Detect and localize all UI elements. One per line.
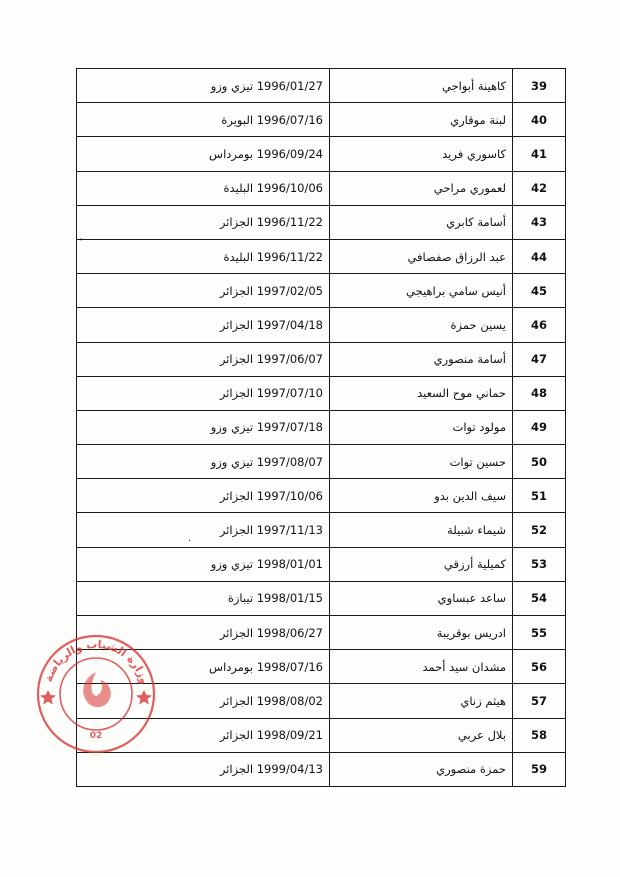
- table-row: [77, 171, 566, 205]
- birth-date-place-cell: 1998/06/27 الجزائر: [77, 616, 330, 650]
- birth-date-place-cell: 1997/08/07 تيزي وزو: [77, 445, 330, 479]
- row-number-cell: 59: [513, 752, 566, 786]
- row-number-cell: 54: [513, 581, 566, 615]
- birth-date-place-cell: 1997/10/06 الجزائر: [77, 479, 330, 513]
- name-cell: كميلية أرزقي: [330, 547, 513, 581]
- table-row: [77, 445, 566, 479]
- birth-date-place-cell: 1996/09/24 بومرداس: [77, 137, 330, 171]
- row-number-cell: 50: [513, 445, 566, 479]
- birth-date-place-cell: 1998/07/16 بومرداس: [77, 650, 330, 684]
- birth-date-place-cell: 1996/11/22 البليدة: [77, 239, 330, 273]
- row-number-cell: 52: [513, 513, 566, 547]
- row-number-cell: 45: [513, 274, 566, 308]
- name-cell: يسين حمزة: [330, 308, 513, 342]
- name-cell: مولود توات: [330, 410, 513, 444]
- birth-date-place-cell: 1996/01/27 تيزي وزو: [77, 69, 330, 103]
- table-row: [77, 137, 566, 171]
- name-cell: حمزة منصوري: [330, 752, 513, 786]
- table-row: [77, 547, 566, 581]
- stray-mark: ·: [188, 536, 192, 547]
- table-row: [77, 342, 566, 376]
- row-number-cell: 47: [513, 342, 566, 376]
- row-number-cell: 57: [513, 684, 566, 718]
- birth-date-place-cell: 1997/11/13 الجزائر: [77, 513, 330, 547]
- table-row: [77, 752, 566, 786]
- row-number-cell: 53: [513, 547, 566, 581]
- row-number-cell: 51: [513, 479, 566, 513]
- row-number-cell: 42: [513, 171, 566, 205]
- row-number-cell: 48: [513, 376, 566, 410]
- birth-date-place-cell: 1996/07/16 البويرة: [77, 103, 330, 137]
- table-row: [77, 239, 566, 273]
- svg-text:وزارة الشباب والرياضة: [42, 638, 151, 686]
- name-cell: بلال عربي: [330, 718, 513, 752]
- birth-date-place-cell: 1997/06/07 الجزائر: [77, 342, 330, 376]
- birth-date-place-cell: 1997/04/18 الجزائر: [77, 308, 330, 342]
- stray-mark: ˒: [80, 235, 84, 246]
- row-number-cell: 41: [513, 137, 566, 171]
- name-cell: أسامة كابري: [330, 205, 513, 239]
- birth-date-place-cell: 1999/04/13 الجزائر: [77, 752, 330, 786]
- row-number-cell: 55: [513, 616, 566, 650]
- row-number-cell: 40: [513, 103, 566, 137]
- name-cell: كاسوري فريد: [330, 137, 513, 171]
- name-cell: سيف الدين بدو: [330, 479, 513, 513]
- row-number-cell: 43: [513, 205, 566, 239]
- stamp-number: 02: [89, 731, 103, 741]
- birth-date-place-cell: 1998/01/01 تيزي وزو: [77, 547, 330, 581]
- row-number-cell: 46: [513, 308, 566, 342]
- name-cell: حسين توات: [330, 445, 513, 479]
- table-row: [77, 69, 566, 103]
- name-cell: لبنة موقاري: [330, 103, 513, 137]
- row-number-cell: 49: [513, 410, 566, 444]
- row-number-cell: 58: [513, 718, 566, 752]
- row-number-cell: 44: [513, 239, 566, 273]
- name-cell: أسامة منصوري: [330, 342, 513, 376]
- name-cell: حماني موح السعيد: [330, 376, 513, 410]
- table-row: [77, 513, 566, 547]
- table-row: [77, 205, 566, 239]
- name-cell: هيثم زناي: [330, 684, 513, 718]
- table-row: [77, 308, 566, 342]
- birth-date-place-cell: 1997/07/10 الجزائر: [77, 376, 330, 410]
- table-row: [77, 581, 566, 615]
- official-stamp: [34, 632, 158, 756]
- name-cell: عبد الرزاق صفصافي: [330, 239, 513, 273]
- name-cell: ادريس بوقريبة: [330, 616, 513, 650]
- stamp-text: وزارة الشباب والرياضة: [41, 637, 151, 686]
- birth-date-place-cell: 1998/01/15 تيبازة: [77, 581, 330, 615]
- name-cell: أنيس سامي براهيجي: [330, 274, 513, 308]
- row-number-cell: 56: [513, 650, 566, 684]
- table-row: [77, 410, 566, 444]
- birth-date-place-cell: 1998/08/02 الجزائر: [77, 684, 330, 718]
- name-cell: مشدان سيد أحمد: [330, 650, 513, 684]
- row-number-cell: 39: [513, 69, 566, 103]
- table-row: [77, 479, 566, 513]
- name-cell: شيماء شبيلة: [330, 513, 513, 547]
- birth-date-place-cell: 1997/02/05 الجزائر: [77, 274, 330, 308]
- table-row: [77, 103, 566, 137]
- birth-date-place-cell: 1997/07/18 تيزي وزو: [77, 410, 330, 444]
- birth-date-place-cell: 1996/11/22 الجزائر: [77, 205, 330, 239]
- table-row: [77, 376, 566, 410]
- birth-date-place-cell: 1998/09/21 الجزائر: [77, 718, 330, 752]
- birth-date-place-cell: 1996/10/06 البليدة: [77, 171, 330, 205]
- table-row: [77, 274, 566, 308]
- name-cell: لعموري مراحي: [330, 171, 513, 205]
- name-cell: كاهينة أبواجي: [330, 69, 513, 103]
- name-cell: ساعد عبساوي: [330, 581, 513, 615]
